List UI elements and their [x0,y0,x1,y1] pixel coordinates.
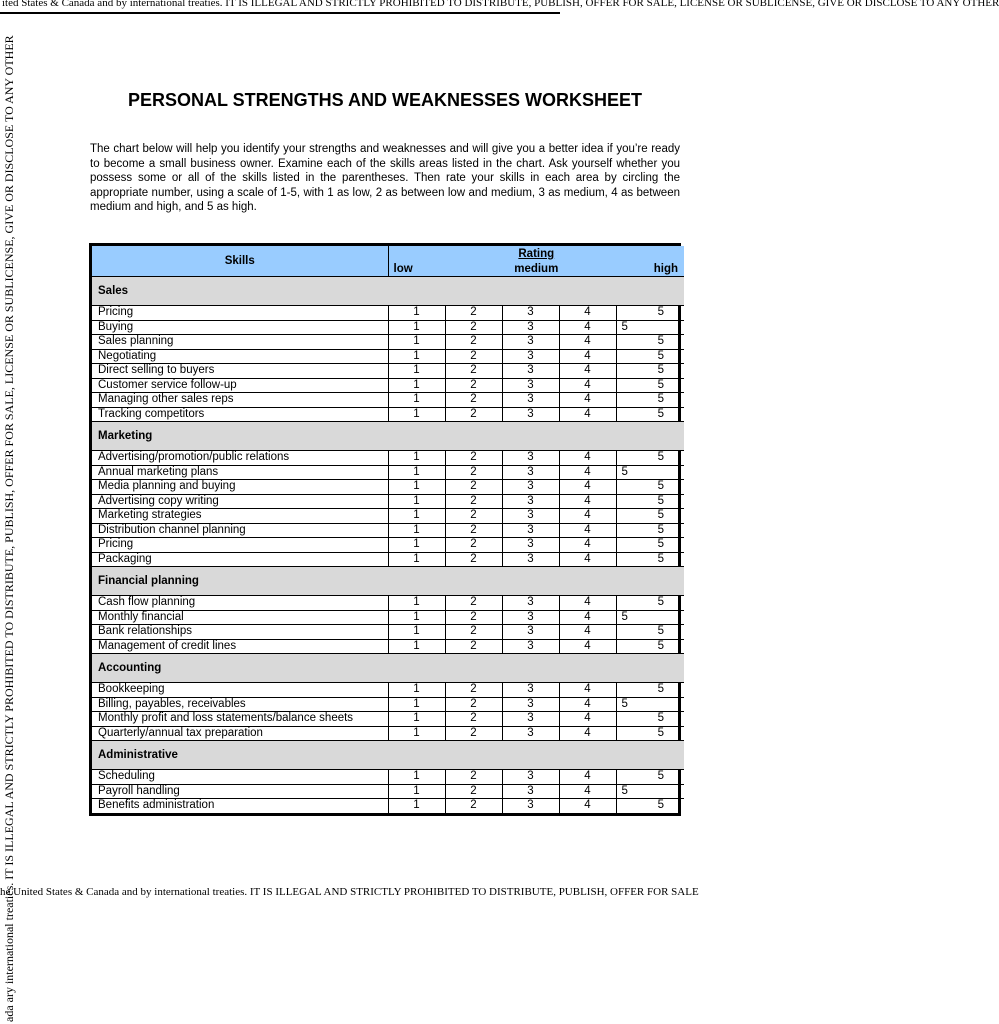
rating-option[interactable]: 4 [559,349,616,364]
rating-option[interactable]: 3 [502,770,559,785]
rating-option[interactable]: 3 [502,407,559,422]
skill-name: Monthly financial [92,610,388,625]
rating-option[interactable]: 2 [445,364,502,379]
rating-option[interactable]: 1 [388,683,445,698]
skill-name: Scheduling [92,770,388,785]
section-row [92,422,684,451]
section-title: Marketing [92,422,684,451]
rating-option[interactable]: 4 [559,625,616,640]
skill-row [92,799,684,813]
skill-row [92,538,684,553]
worksheet-table [92,246,684,813]
header-rule [0,12,560,14]
rating-option[interactable]: 3 [502,364,559,379]
rating-option[interactable]: 1 [388,625,445,640]
skill-name: Cash flow planning [92,596,388,611]
rating-column-header [388,246,684,277]
skill-name: Media planning and buying [92,480,388,495]
rating-option[interactable]: 1 [388,552,445,567]
rating-option[interactable]: 2 [445,596,502,611]
skill-name: Benefits administration [92,799,388,813]
rating-option[interactable]: 2 [445,349,502,364]
skill-name: Tracking competitors [92,407,388,422]
rating-option[interactable]: 5 [616,306,684,321]
skill-name: Buying [92,320,388,335]
rating-option[interactable]: 5 [616,523,684,538]
rating-option[interactable]: 4 [559,364,616,379]
rating-option[interactable]: 2 [445,770,502,785]
rating-option[interactable]: 3 [502,465,559,480]
rating-option[interactable]: 2 [445,683,502,698]
copyright-notice-top: ited States & Canada and by international treaties. IT IS ILLEGAL AND STRICTLY PROHIBITED TO DISTRIBUTE, PUBLISH, OFFER FOR SALE, LICENSE OR SUBLICENSE, GIVE OR DISCLOSE TO ANY OTHER [2,0,999,9]
skill-row [92,726,684,741]
rating-option[interactable]: 1 [388,393,445,408]
rating-option[interactable]: 1 [388,770,445,785]
rating-option[interactable]: 2 [445,451,502,466]
rating-option[interactable]: 4 [559,683,616,698]
rating-option[interactable]: 2 [445,335,502,350]
medium-label: medium [514,263,559,275]
rating-option[interactable]: 1 [388,639,445,654]
rating-option[interactable]: 5 [616,538,684,553]
rating-option[interactable]: 5 [616,494,684,509]
skill-row [92,335,684,350]
rating-option[interactable]: 1 [388,451,445,466]
skill-row [92,697,684,712]
rating-option[interactable]: 5 [616,378,684,393]
skill-row [92,596,684,611]
skill-row [92,494,684,509]
rating-option[interactable]: 3 [502,697,559,712]
copyright-notice-side: ada ary international treaties. IT IS ILLEGAL AND STRICTLY PROHIBITED TO DISTRIBUTE, PUBLISH, OFFER FOR SALE, LICENSE OR SUBLICENSE, GIVE OR DISCLOSE TO ANY OTHER [2,35,16,1022]
rating-option[interactable]: 2 [445,799,502,813]
rating-label: Rating [518,248,555,260]
skill-row [92,480,684,495]
rating-option[interactable]: 4 [559,509,616,524]
skill-row [92,465,684,480]
rating-option[interactable]: 4 [559,639,616,654]
rating-option[interactable]: 3 [502,784,559,799]
rating-option[interactable]: 5 [616,712,684,727]
rating-option[interactable]: 4 [559,480,616,495]
skill-row [92,784,684,799]
rating-option[interactable]: 5 [616,552,684,567]
rating-option[interactable]: 3 [502,596,559,611]
skill-row [92,306,684,321]
skill-name: Monthly profit and loss statements/balance sheets [92,712,388,727]
rating-option[interactable]: 3 [502,712,559,727]
rating-option[interactable]: 2 [445,639,502,654]
rating-option[interactable]: 2 [445,306,502,321]
rating-option[interactable]: 4 [559,451,616,466]
rating-option[interactable]: 3 [502,639,559,654]
rating-option[interactable]: 4 [559,784,616,799]
rating-option[interactable]: 1 [388,799,445,813]
skill-row [92,509,684,524]
rating-option[interactable]: 2 [445,552,502,567]
rating-option[interactable]: 4 [559,494,616,509]
rating-option[interactable]: 2 [445,407,502,422]
skill-name: Advertising copy writing [92,494,388,509]
rating-option[interactable]: 5 [616,364,684,379]
skill-name: Customer service follow-up [92,378,388,393]
rating-option[interactable]: 3 [502,610,559,625]
rating-option[interactable]: 5 [616,335,684,350]
rating-option[interactable]: 5 [616,480,684,495]
rating-option[interactable]: 5 [616,509,684,524]
skill-name: Bookkeeping [92,683,388,698]
rating-option[interactable]: 2 [445,378,502,393]
rating-option[interactable]: 1 [388,349,445,364]
rating-option[interactable]: 4 [559,799,616,813]
skills-column-header: Skills [92,246,388,277]
skill-row [92,393,684,408]
rating-option[interactable]: 4 [559,712,616,727]
rating-option[interactable]: 1 [388,610,445,625]
skill-row [92,683,684,698]
copyright-notice-bottom: he United States & Canada and by international treaties. IT IS ILLEGAL AND STRICTLY PROHIBITED TO DISTRIBUTE, PUBLISH, OFFER FOR SALE [0,886,699,898]
rating-option[interactable]: 2 [445,538,502,553]
table-header-row [92,246,684,277]
skill-name: Payroll handling [92,784,388,799]
rating-option[interactable]: 5 [616,596,684,611]
skill-row [92,552,684,567]
section-title: Administrative [92,741,684,770]
rating-option[interactable]: 3 [502,726,559,741]
rating-option[interactable]: 1 [388,494,445,509]
skill-row [92,320,684,335]
rating-option[interactable]: 2 [445,625,502,640]
rating-option[interactable]: 1 [388,378,445,393]
rating-option[interactable]: 1 [388,726,445,741]
skill-name: Billing, payables, receivables [92,697,388,712]
rating-option[interactable]: 3 [502,552,559,567]
skill-row [92,610,684,625]
skill-name: Quarterly/annual tax preparation [92,726,388,741]
skill-row [92,712,684,727]
rating-option[interactable]: 4 [559,552,616,567]
rating-option[interactable]: 1 [388,320,445,335]
rating-option[interactable]: 5 [616,683,684,698]
section-title: Sales [92,277,684,306]
page-title: PERSONAL STRENGTHS AND WEAKNESSES WORKSHEET [127,90,643,110]
skill-name: Direct selling to buyers [92,364,388,379]
rating-option[interactable]: 5 [616,770,684,785]
skill-name: Distribution channel planning [92,523,388,538]
rating-option[interactable]: 4 [559,335,616,350]
skill-row [92,770,684,785]
rating-option[interactable]: 4 [559,465,616,480]
rating-option[interactable]: 1 [388,697,445,712]
rating-option[interactable]: 4 [559,610,616,625]
rating-option[interactable]: 3 [502,538,559,553]
skill-row [92,349,684,364]
rating-option[interactable]: 4 [559,770,616,785]
low-label: low [393,263,413,275]
section-row [92,567,684,596]
rating-option[interactable]: 3 [502,494,559,509]
rating-option[interactable]: 4 [559,697,616,712]
intro-paragraph: The chart below will help you identify your strengths and weaknesses and will give you a better idea if you’re ready to become a small business owner. Examine each of the skills areas listed in the chart. Ask yourself whether you possess some or all of the skills listed in the parentheses. Then rate your skills in each area by circling the appropriate number, using a scale of 1-5, with 1 as low, 2 as between low and medium, 3 as medium, 4 as between medium and high, and 5 as high. [90,143,680,213]
rating-option[interactable]: 1 [388,407,445,422]
rating-option[interactable]: 1 [388,712,445,727]
skill-name: Managing other sales reps [92,393,388,408]
rating-option[interactable]: 5 [616,451,684,466]
rating-option[interactable]: 3 [502,799,559,813]
section-title: Financial planning [92,567,684,596]
rating-option[interactable]: 2 [445,784,502,799]
rating-option[interactable]: 3 [502,509,559,524]
rating-option[interactable]: 2 [445,494,502,509]
rating-option[interactable]: 4 [559,523,616,538]
skill-row [92,451,684,466]
rating-option[interactable]: 5 [616,625,684,640]
rating-option[interactable]: 4 [559,393,616,408]
high-label: high [653,263,679,275]
rating-option[interactable]: 3 [502,320,559,335]
rating-option[interactable]: 4 [559,306,616,321]
rating-option[interactable]: 3 [502,393,559,408]
rating-option[interactable]: 1 [388,538,445,553]
rating-option[interactable]: 4 [559,538,616,553]
rating-option[interactable]: 1 [388,480,445,495]
section-row [92,277,684,306]
skill-name: Pricing [92,538,388,553]
rating-option[interactable]: 2 [445,697,502,712]
skill-name: Negotiating [92,349,388,364]
rating-option[interactable]: 2 [445,523,502,538]
skill-name: Pricing [92,306,388,321]
rating-option[interactable]: 3 [502,625,559,640]
rating-option[interactable]: 3 [502,683,559,698]
rating-option[interactable]: 1 [388,335,445,350]
rating-option[interactable]: 4 [559,320,616,335]
skill-name: Bank relationships [92,625,388,640]
rating-option[interactable]: 2 [445,320,502,335]
rating-option[interactable]: 5 [616,407,684,422]
skill-row [92,639,684,654]
skill-row [92,407,684,422]
rating-option[interactable]: 2 [445,610,502,625]
skill-name: Annual marketing plans [92,465,388,480]
rating-option[interactable]: 5 [616,393,684,408]
rating-option[interactable]: 5 [616,320,684,335]
rating-option[interactable]: 3 [502,378,559,393]
section-title: Accounting [92,654,684,683]
rating-option[interactable]: 5 [616,610,684,625]
rating-option[interactable]: 5 [616,639,684,654]
rating-option[interactable]: 3 [502,306,559,321]
rating-option[interactable]: 3 [502,523,559,538]
rating-option[interactable]: 1 [388,523,445,538]
worksheet-table-frame [89,243,681,816]
rating-option[interactable]: 2 [445,480,502,495]
rating-option[interactable]: 3 [502,335,559,350]
rating-option[interactable]: 4 [559,378,616,393]
skill-row [92,364,684,379]
rating-option[interactable]: 4 [559,407,616,422]
rating-option[interactable]: 5 [616,349,684,364]
rating-option[interactable]: 3 [502,349,559,364]
skill-row [92,625,684,640]
rating-option[interactable]: 5 [616,697,684,712]
rating-option[interactable]: 3 [502,480,559,495]
rating-option[interactable]: 1 [388,306,445,321]
rating-option[interactable]: 1 [388,509,445,524]
skill-name: Packaging [92,552,388,567]
rating-option[interactable]: 2 [445,393,502,408]
rating-option[interactable]: 1 [388,784,445,799]
rating-option[interactable]: 5 [616,784,684,799]
rating-option[interactable]: 1 [388,596,445,611]
rating-option[interactable]: 4 [559,596,616,611]
skill-name: Sales planning [92,335,388,350]
rating-option[interactable]: 2 [445,726,502,741]
rating-option[interactable]: 3 [502,451,559,466]
rating-option[interactable]: 5 [616,726,684,741]
skill-name: Advertising/promotion/public relations [92,451,388,466]
rating-option[interactable]: 1 [388,364,445,379]
skill-name: Management of credit lines [92,639,388,654]
rating-option[interactable]: 4 [559,726,616,741]
rating-option[interactable]: 1 [388,465,445,480]
skill-name: Marketing strategies [92,509,388,524]
section-row [92,741,684,770]
rating-option[interactable]: 2 [445,712,502,727]
section-row [92,654,684,683]
skill-row [92,523,684,538]
skill-row [92,378,684,393]
rating-option[interactable]: 5 [657,799,665,812]
rating-option[interactable]: 5 [616,465,684,480]
rating-option[interactable]: 2 [445,465,502,480]
rating-option[interactable]: 2 [445,509,502,524]
